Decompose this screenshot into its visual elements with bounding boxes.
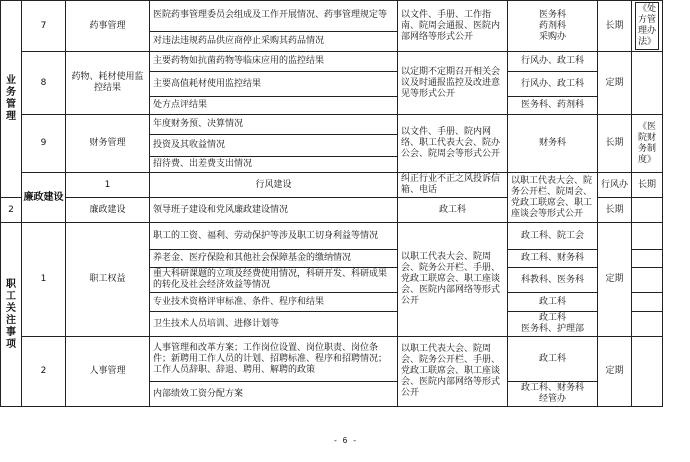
row-number: 8 [22,52,66,115]
period-cell: 长期 [632,173,663,198]
period-cell: 定期 [598,52,632,115]
dept-cell: 财务科 [508,115,598,173]
row-number: 2 [1,198,22,223]
dept-cell: 政工科 [398,198,508,223]
table-row [1,115,663,135]
basis-cell [632,293,663,312]
content-cell: 主要药物如抗菌药物等临床应用的监控结果 [150,52,398,72]
content-cell: 医院药事管理委员会组成及工作开展情况、药事管理规定等 [150,1,398,32]
item-name: 行风建设 [150,173,398,198]
basis-cell [632,198,663,223]
item-name: 廉政建设 [66,198,150,223]
basis-cell [632,1,663,52]
dept-cell: 医务科 药剂科 采购办 [508,1,598,52]
basis-cell [632,223,663,250]
row-number: 9 [22,115,66,173]
dept-cell: 政工科 医务科、护理部 [508,312,598,337]
content-cell: 年度财务预、决算情况 [150,115,398,135]
item-name: 药事管理 [66,1,150,52]
dept-cell: 科教科、医务科 [508,268,598,293]
category-business: 业务管理 [1,1,22,198]
row-number: 1 [66,173,150,198]
method-cell: 以定期不定期召开相关会议及时通报监控及改进意见等形式公开 [398,52,508,115]
content-cell: 职工的工资、福利、劳动保护等涉及职工切身利益等情况 [150,223,398,250]
period-cell: 长期 [598,198,632,223]
basis-cell [632,312,663,337]
content-cell: 卫生技术人员培训、进修计划等 [150,312,398,337]
dept-cell: 行风办 [598,173,632,198]
page-number: - 6 - [332,436,358,445]
item-name: 人事管理 [66,337,150,407]
basis-cell: 《医院财务制度》 [632,115,663,173]
dept-cell: 行风办、政工科 [508,52,598,72]
content-cell: 主要高值耗材使用监控结果 [150,72,398,97]
method-cell: 以文件、手册、院内网络、职工代表大会、院办公会、院周会等形式公开 [398,115,508,173]
dept-cell: 政工科 [508,293,598,312]
dept-cell: 政工科 [508,337,598,382]
item-name: 药物、耗材使用监控结果 [66,52,150,115]
table-row [1,173,663,198]
dept-cell: 政工科、财务科 经管办 [508,382,598,407]
basis-cell [632,337,663,407]
dept-cell: 政工科、院工会 [508,223,598,250]
basis-cell [632,52,663,115]
period-cell: 长期 [598,1,632,52]
basis-cell [632,250,663,268]
table-row [1,52,663,72]
table-row [1,1,663,32]
content-cell: 招待费、出差费支出情况 [150,157,398,173]
dept-cell: 医务科、药剂科 [508,97,598,115]
period-cell: 定期 [598,337,632,407]
content-cell: 专业技术资格评审标准、条件、程序和结果 [150,293,398,312]
dept-cell: 行风办、政工科 [508,72,598,97]
basis-cell [632,268,663,293]
period-cell: 定期 [598,223,632,337]
content-cell: 对违法违规药品供应商停止采购其药品情况 [150,31,398,51]
period-cell: 长期 [598,115,632,173]
content-cell: 纠正行业不正之风投诉信箱、电话 [398,173,508,198]
content-cell: 处方点评结果 [150,97,398,115]
content-cell: 内部绩效工资分配方案 [150,382,398,407]
category-integrity: 廉政建设 [22,173,66,223]
method-cell: 以职工代表大会、院周会、院务公开栏、手册、党政工联席会、职工座谈会、医院内部网络等形式公开 [398,337,508,407]
item-name: 职工权益 [66,223,150,337]
content-cell: 人事管理和改革方案；工作岗位设置、岗位职责、岗位条件；新聘用工作人员的计划、招聘标准、程序和招聘情况；工作人员辞职、辞退、聘用、解聘的政策 [150,337,398,382]
table-row [1,337,663,382]
basis-note: 《处方管理办法》 [635,2,659,50]
method-cell: 以文件、手册、工作指南、院周会通报、医院内部网络等形式公开 [398,1,508,52]
content-cell: 领导班子建设和党风廉政建设情况 [150,198,398,223]
row-number: 2 [22,337,66,407]
content-cell: 养老金、医疗保险和其他社会保障基金的缴纳情况 [150,250,398,268]
method-cell: 以职工代表大会、院周会、院务公开栏、手册、党政工联席会、职工座谈会、医院内部网络等形式公开 [398,223,508,337]
row-number: 7 [22,1,66,52]
content-cell: 重大科研课题的立项及经费使用情况，科研开发、科研成果的转化及社会经济效益等情况 [150,268,398,293]
method-cell: 以职工代表大会、院务公开栏、院周会、党政工联席会、职工座谈会等形式公开 [508,173,598,223]
item-name: 财务管理 [66,115,150,173]
content-cell: 投资及其收益情况 [150,135,398,157]
row-number: 1 [22,223,66,337]
category-staff: 职工关注事项 [1,223,22,407]
dept-cell: 政工科、财务科 [508,250,598,268]
table-row [1,223,663,250]
